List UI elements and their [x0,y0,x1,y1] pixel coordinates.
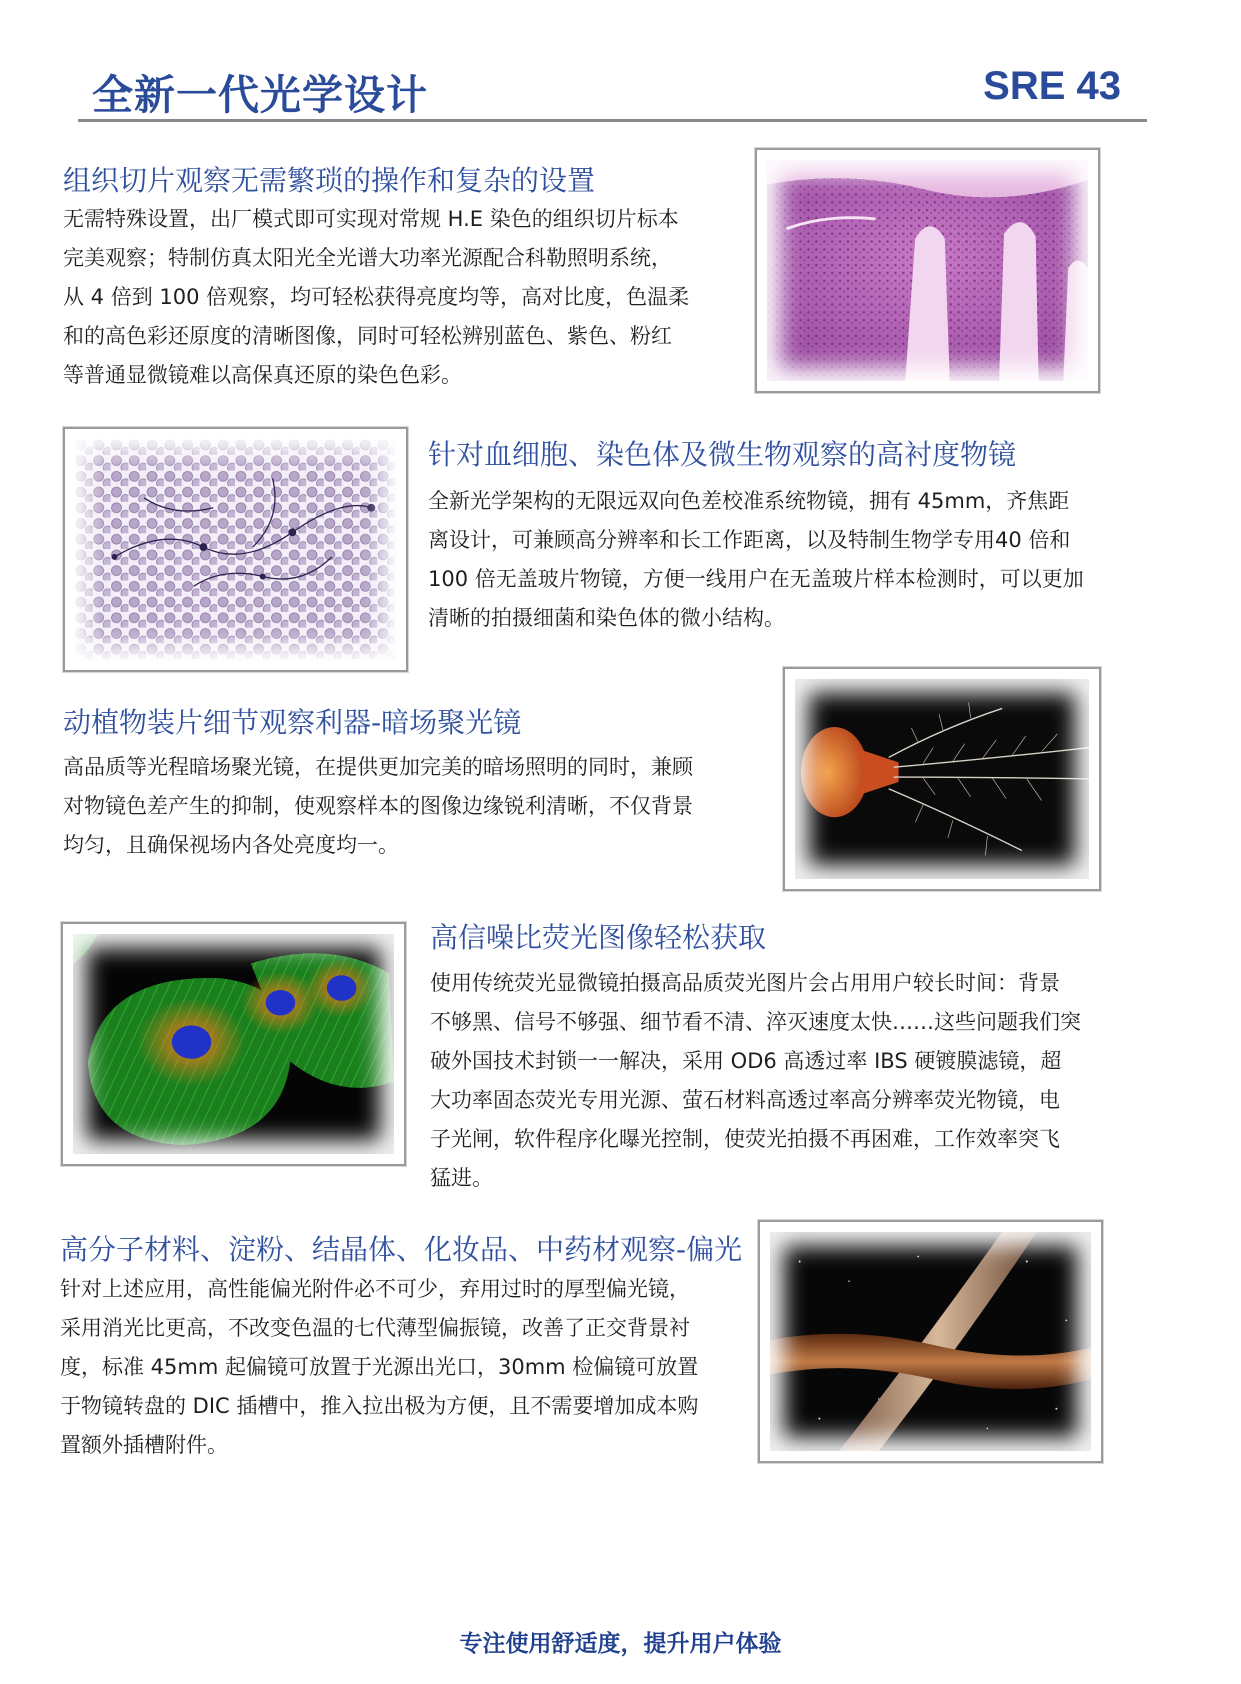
body-line: 破外国技术封锁一一解决，采用 OD6 高透过率 IBS 硬镀膜滤镜，超 [430,1049,1062,1073]
darkfield-image-frame [783,667,1101,891]
section-5-title: 高分子材料、淀粉、结晶体、化妆品、中药材观察-偏光 [60,1233,743,1266]
body-line: 100 倍无盖玻片物镜，方便一线用户在无盖玻片样本检测时，可以更加 [428,567,1084,591]
body-line: 不够黑、信号不够强、细节看不清、淬灭速度太快……这些问题我们突 [430,1010,1081,1034]
body-line: 使用传统荧光显微镜拍摄高品质荧光图片会占用用户较长时间：背景 [430,971,1060,995]
body-line: 离设计，可兼顾高分辨率和长工作距离，以及特制生物学专用40 倍和 [428,528,1071,552]
body-line: 猛进。 [430,1166,493,1190]
page-title: 全新一代光学设计 [92,71,428,119]
section-3-title: 动植物装片细节观察利器-暗场聚光镜 [63,706,522,739]
blood-image-frame [63,427,408,672]
body-line: 从 4 倍到 100 倍观察，均可轻松获得亮度均等，高对比度，色温柔 [63,285,690,309]
section-5-body [60,1270,760,1465]
body-line: 均匀，且确保视场内各处亮度均一。 [63,833,399,857]
body-line: 对物镜色差产生的抑制，使观察样本的图像边缘锐利清晰，不仅背景 [63,794,693,818]
section-1-body [63,200,743,395]
blood-smear-image [75,439,396,660]
body-line: 高品质等光程暗场聚光镜，在提供更加完美的暗场照明的同时，兼顾 [63,755,693,779]
body-line: 完美观察；特制仿真太阳光全光谱大功率光源配合科勒照明系统， [63,246,672,270]
fluorescent-cells-image [73,934,394,1154]
body-line: 和的高色彩还原度的清晰图像，同时可轻松辨别蓝色、紫色、粉红 [63,324,672,348]
section-4-body [430,964,1150,1198]
body-line: 等普通显微镜难以高保真还原的染色色彩。 [63,363,462,387]
section-3-body [63,748,763,865]
body-line: 针对上述应用，高性能偏光附件必不可少，弃用过时的厚型偏光镜， [60,1277,690,1301]
section-1-title: 组织切片观察无需繁琐的操作和复杂的设置 [63,164,596,197]
polarized-image-frame [758,1220,1103,1463]
body-line: 度，标准 45mm 起偏镜可放置于光源出光口，30mm 检偏镜可放置 [60,1355,699,1379]
body-line: 于物镜转盘的 DIC 插槽中，推入拉出极为方便，且不需要增加成本购 [60,1394,699,1418]
body-line: 全新光学架构的无限远双向色差校准系统物镜，拥有 45mm，齐焦距 [428,489,1070,513]
tissue-image-frame [755,148,1100,393]
body-line: 置额外插槽附件。 [60,1433,228,1457]
section-4-title: 高信噪比荧光图像轻松获取 [430,921,767,954]
header-divider [78,119,1147,122]
body-line: 清晰的拍摄细菌和染色体的微小结构。 [428,606,785,630]
model-name: SRE 43 [983,64,1121,108]
body-line: 子光闸，软件程序化曝光控制，使荧光拍摄不再困难，工作效率突飞 [430,1127,1060,1151]
body-line: 采用消光比更高，不改变色温的七代薄型偏振镜，改善了正交背景衬 [60,1316,690,1340]
footer-slogan: 专注使用舒适度，提升用户体验 [459,1631,782,1657]
section-2-body [428,482,1148,638]
body-line: 无需特殊设置，出厂模式即可实现对常规 H.E 染色的组织切片标本 [63,207,679,231]
darkfield-insect-image [795,679,1089,879]
body-line: 大功率固态荧光专用光源、萤石材料高透过率高分辨率荧光物镜，电 [430,1088,1060,1112]
section-2-title: 针对血细胞、染色体及微生物观察的高衬度物镜 [428,438,1017,471]
he-tissue-image [767,160,1088,381]
fluorescence-image-frame [61,922,406,1166]
polarized-fibers-image [770,1232,1091,1451]
